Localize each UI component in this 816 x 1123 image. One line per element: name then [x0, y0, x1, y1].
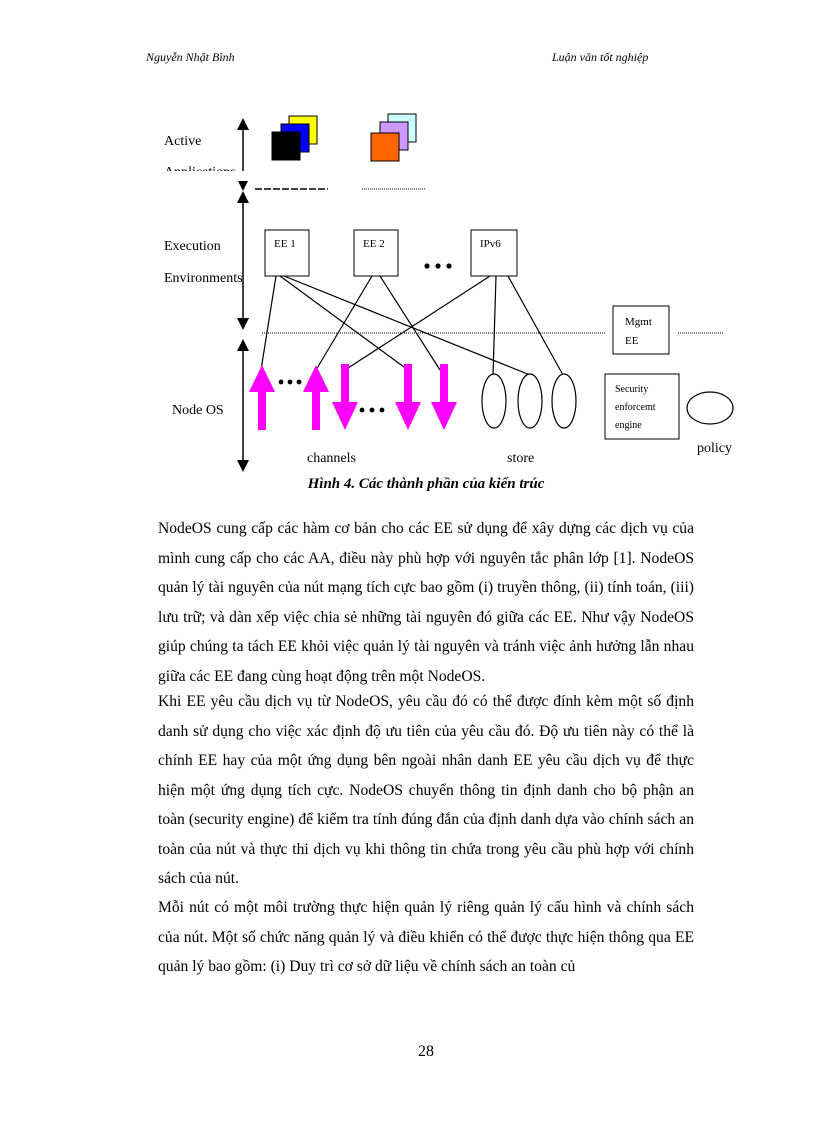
ee2-box — [354, 230, 398, 276]
store-ellipses — [482, 374, 576, 428]
ee1-label: EE 1 — [274, 238, 296, 250]
app-squares-group-1 — [272, 116, 317, 160]
channel-arrow-down-1 — [332, 364, 358, 430]
channel-arrow-up-1 — [249, 365, 275, 430]
paragraph-2: Khi EE yêu cầu dịch vụ từ NodeOS, yêu cầu đó có thể được đính kèm một số định danh sử dụng cho việc xác định độ ưu tiên của yêu cầu đó. Độ ưu tiên này có thể là chính EE hay của một ứng dụng bên ngoài nhân danh EE yêu cầu dịch vụ để thực hiện một ứng dụng tích cực. NodeOS chuyển thông tin định danh cho bộ phận an toàn (security engine) để kiểm tra tính đúng đắn của định danh dựa vào chính sách an toàn của nút và thực thi dịch vụ khi thông tin chứa trong yêu cầu phù hợp với chính sách của nút. — [158, 693, 694, 887]
header-doc-type: Luận văn tốt nghiệp — [552, 50, 649, 64]
paragraph-3: Mỗi nút có một môi trường thực hiện quản lý riêng quản lý cấu hình và chính sách của nút. Một số chức năng quản lý và điều khiển có thể được thực hiện thông qua EE quản lý bao gồm: (i) Duy trì cơ sở dữ liệu về chính sách an toàn củ — [158, 899, 694, 975]
figure-caption: Hình 4. Các thành phần của kiến trúc — [307, 476, 545, 492]
ee-ellipsis-dots — [424, 263, 451, 268]
channel-arrow-down-3 — [431, 364, 457, 430]
policy-ellipse — [687, 392, 733, 424]
page-number: 28 — [418, 1043, 434, 1060]
ipv6-label: IPv6 — [480, 238, 501, 250]
header-author: Nguyễn Nhật Bình — [146, 50, 235, 64]
security-label-2: enforcemt — [615, 402, 656, 413]
channels-label: channels — [307, 451, 356, 466]
channel-ellipsis-dots — [279, 380, 385, 413]
mgmt-ee-box — [613, 306, 669, 354]
label-execution: Execution — [164, 239, 221, 254]
label-active: Active — [164, 134, 202, 149]
store-label: store — [507, 451, 535, 466]
label-environments: Environments — [164, 271, 243, 286]
channel-up-arrows — [249, 365, 329, 430]
paragraph-1: NodeOS cung cấp các hàm cơ bản cho các EE sử dụng để xây dựng các dịch vụ của mình cung cấp cho các AA, điều này phù hợp với nguyên tắc phân lớp [1]. NodeOS quản lý tài nguyên của nút mạng tích cực bao gồm (i) truyền thông, (ii) tính toán, (iii) lưu trữ; và dàn xếp việc chia sẻ những tài nguyên đó giữa các EE. Như vậy NodeOS giúp chúng ta tách EE khỏi việc quản lý tài nguyên và tránh việc ảnh hưởng lẫn nhau giữa các EE đang cùng hoạt động trên một NodeOS. — [158, 520, 694, 685]
channel-down-arrows — [332, 364, 457, 430]
channel-arrow-up-2 — [303, 365, 329, 430]
mgmt-label-2: EE — [625, 335, 639, 347]
ee1-box — [265, 230, 309, 276]
ee2-label: EE 2 — [363, 238, 385, 250]
app-squares-group-2 — [371, 114, 416, 161]
mgmt-label-1: Mgmt — [625, 316, 652, 328]
policy-label: policy — [697, 441, 732, 456]
security-label-1: Security — [615, 384, 649, 395]
ipv6-box — [471, 230, 517, 276]
label-nodeos: Node OS — [172, 403, 224, 418]
channel-arrow-down-2 — [395, 364, 421, 430]
architecture-figure — [0, 0, 816, 500]
ee-connection-lines — [261, 276, 563, 375]
security-label-3: engine — [615, 420, 642, 431]
